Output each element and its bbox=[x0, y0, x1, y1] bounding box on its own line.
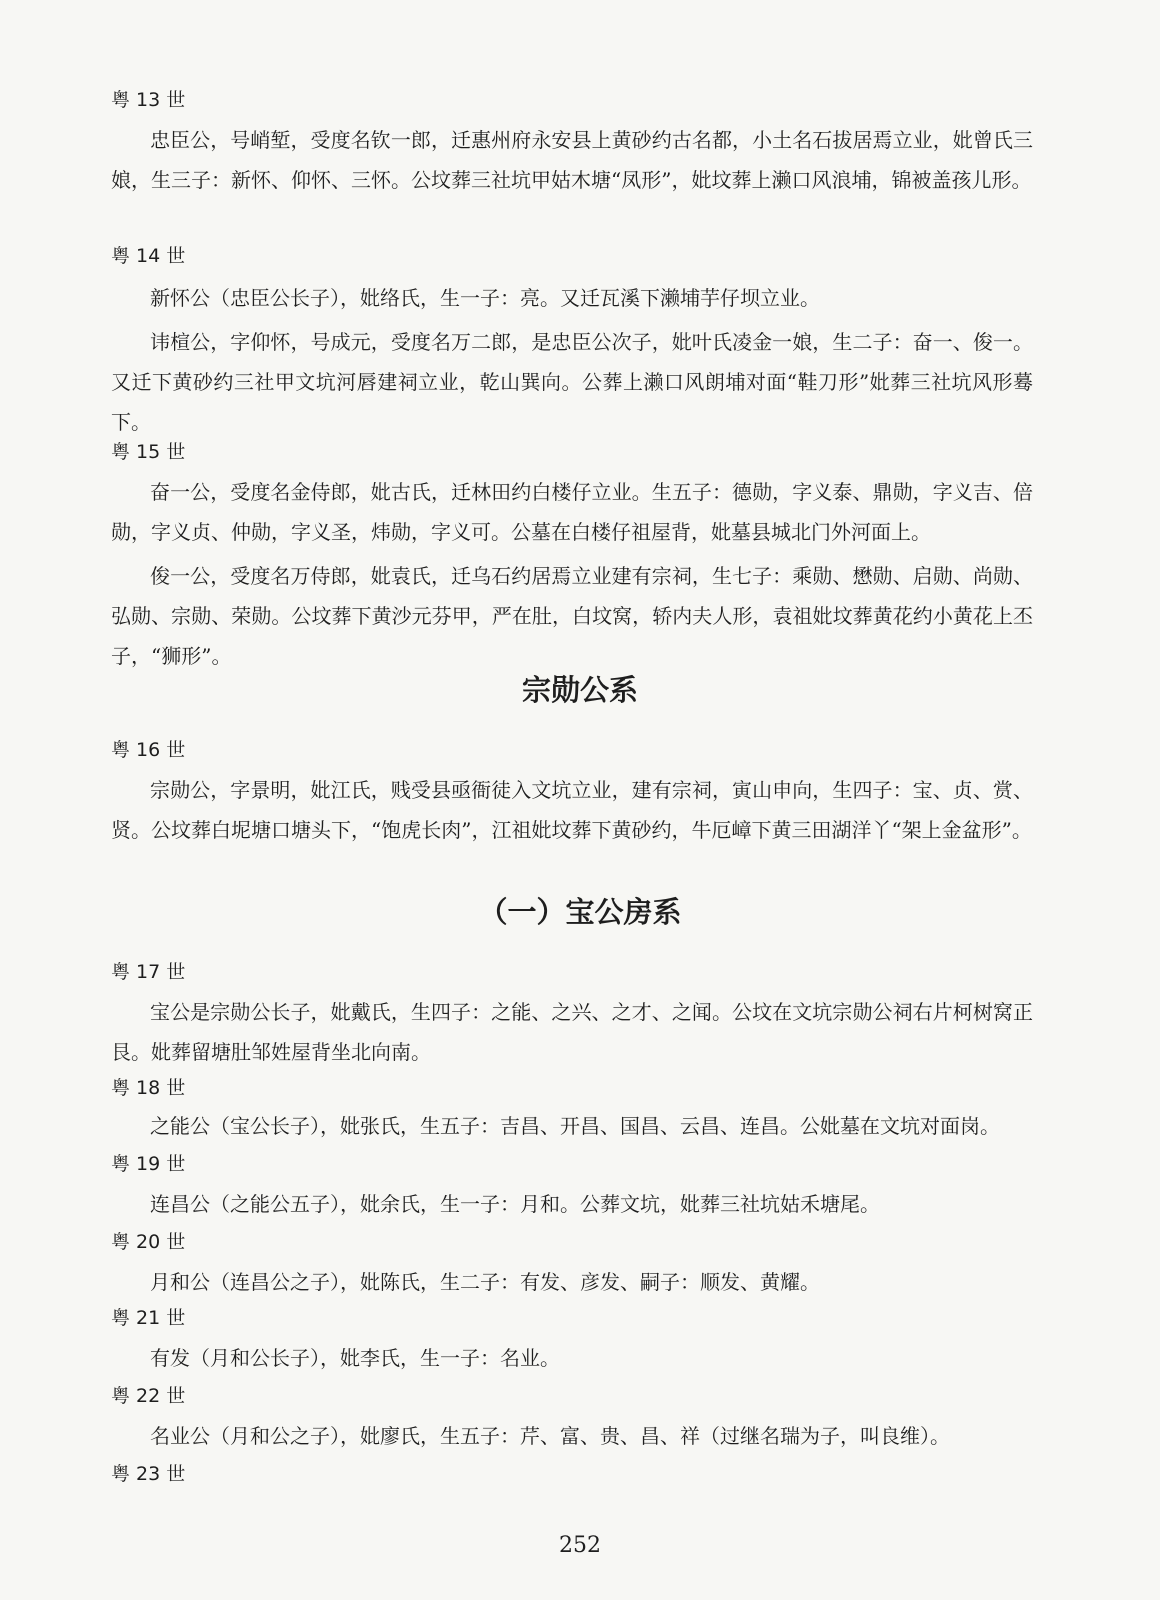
paragraph: 俊一公，受度名万侍郎，妣袁氏，迁乌石约居焉立业建有宗祠，生七子：乘勋、懋勋、启勋、尚勋、弘勋、宗勋、荣勋。公坟葬下黄沙元芬甲，严在肚，白坟窝，轿内夫人形，袁祖妣坟葬黄花约小黄花上丕子，“狮形”。 bbox=[111, 564, 1033, 668]
paragraph: 讳楦公，字仰怀，号成元，受度名万二郎，是忠臣公次子，妣叶氏凌金一娘，生二子：奋一、俊一。又迁下黄砂约三社甲文坑河唇建祠立业，乾山巽向。公葬上濑口风朗埔对面“鞋刀形”妣葬三社坑风形蓦下。 bbox=[111, 330, 1033, 434]
generation-label: 粤 20 世 bbox=[111, 1231, 186, 1253]
paragraph: 连昌公（之能公五子），妣余氏，生一子：月和。公葬文坑，妣葬三社坑姑禾塘尾。 bbox=[150, 1192, 880, 1216]
generation-label: 粤 13 世 bbox=[111, 89, 186, 111]
paragraph: 忠臣公，号峭堑，受度名钦一郎，迁惠州府永安县上黄砂约古名都，小土名石拔居焉立业，妣曾氏三娘，生三子：新怀、仰怀、三怀。公坟葬三社坑甲姑木塘“凤形”，妣坟葬上濑口风浪埔，锦被盖孩儿形。 bbox=[111, 128, 1033, 192]
paragraph: 有发（月和公长子），妣李氏，生一子：名业。 bbox=[150, 1346, 560, 1370]
generation-label: 粤 21 世 bbox=[111, 1307, 186, 1329]
generation-label: 粤 17 世 bbox=[111, 961, 186, 983]
paragraph: 宝公是宗勋公长子，妣戴氏，生四子：之能、之兴、之才、之闻。公坟在文坑宗勋公祠右片柯树窝正艮。妣葬留塘肚邹姓屋背坐北向南。 bbox=[111, 1000, 1033, 1064]
paragraph: 名业公（月和公之子），妣廖氏，生五子：芹、富、贵、昌、祥（过继名瑞为子，叫良维）。 bbox=[150, 1424, 950, 1448]
generation-label: 粤 19 世 bbox=[111, 1153, 186, 1175]
generation-label: 粤 16 世 bbox=[111, 739, 186, 761]
section-heading: （一）宝公房系 bbox=[478, 895, 682, 929]
section-heading: 宗勋公系 bbox=[521, 673, 638, 707]
generation-label: 粤 15 世 bbox=[111, 441, 186, 463]
generation-label: 粤 23 世 bbox=[111, 1463, 186, 1485]
page-number: 252 bbox=[559, 1533, 601, 1558]
generation-label: 粤 22 世 bbox=[111, 1385, 186, 1407]
paragraph: 新怀公（忠臣公长子），妣络氏，生一子：亮。又迁瓦溪下濑埔芋仔坝立业。 bbox=[150, 286, 820, 310]
paragraph: 之能公（宝公长子），妣张氏，生五子：吉昌、开昌、国昌、云昌、连昌。公妣墓在文坑对面岗。 bbox=[150, 1114, 1000, 1138]
paragraph: 奋一公，受度名金侍郎，妣古氏，迁林田约白楼仔立业。生五子：德勋，字义泰、鼎勋，字义吉、倍勋，字义贞、仲勋，字义圣，炜勋，字义可。公墓在白楼仔祖屋背，妣墓县城北门外河面上。 bbox=[111, 480, 1033, 544]
paragraph: 宗勋公，字景明，妣江氏，贱受县亟衙徒入文坑立业，建有宗祠，寅山申向，生四子：宝、贞、赏、贤。公坟葬白坭塘口塘头下，“饱虎长肉”，江祖妣坟葬下黄砂约，牛厄嶂下黄三田湖洋丫“架上金盆形”。 bbox=[111, 778, 1033, 842]
generation-label: 粤 14 世 bbox=[111, 245, 186, 267]
paragraph: 月和公（连昌公之子），妣陈氏，生二子：有发、彦发、嗣子：顺发、黄耀。 bbox=[150, 1270, 820, 1294]
generation-label: 粤 18 世 bbox=[111, 1077, 186, 1099]
